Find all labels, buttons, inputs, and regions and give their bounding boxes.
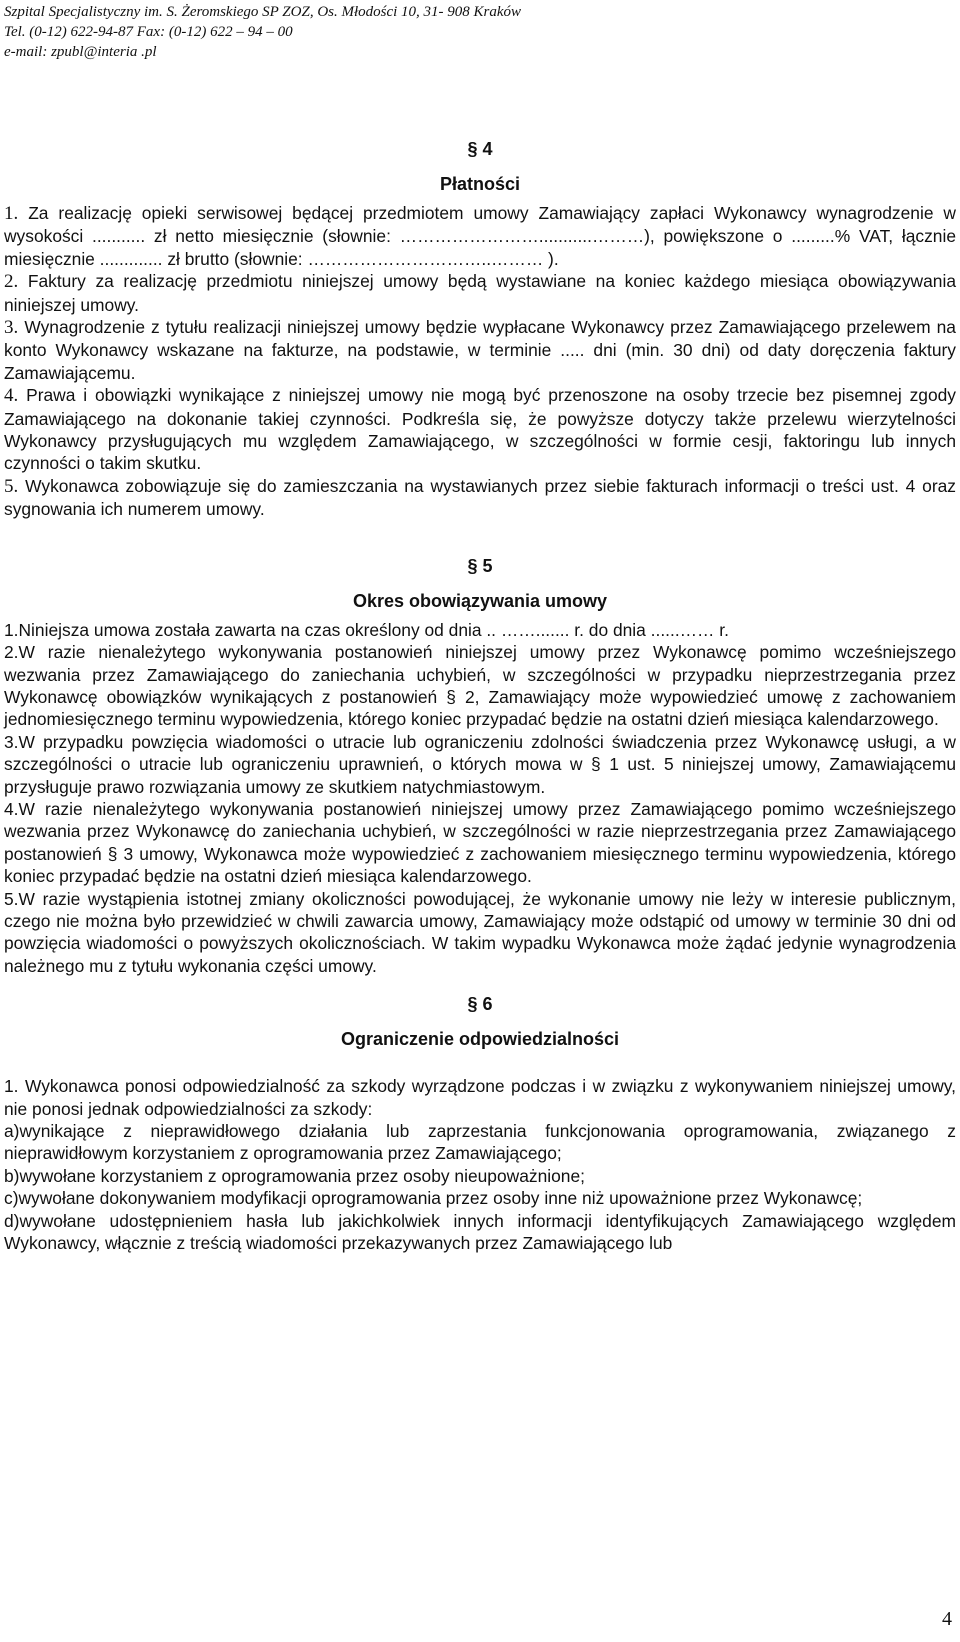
section-6-item-d: d)wywołane udostępnieniem hasła lub jakichkolwiek innych informacji identyfikujących Zamawiającego względem Wykonawcy, włącznie z treścią wiadomości przekazywanych przez Zamawiającego lub [4, 1210, 956, 1254]
section-4-paragraph-1 [4, 202, 956, 270]
letterhead [4, 2, 521, 62]
section-4-paragraph-3 [4, 316, 956, 384]
spacer [4, 1057, 956, 1075]
letterhead-email: e-mail: zpubl@interia .pl [4, 44, 157, 60]
section-5-paragraph-2: 2.W razie nienależytego wykonywania postanowień niniejszej umowy przez Wykonawcę pomimo wcześniejszego wezwania przez Zamawiającego do zaniechania uchybień, w szczególności w przypadku nieprzestrzegania przez Wykonawcę obowiązków wynikających z postanowień § 2, Zamawiający może wypowiedzieć umowę z zachowaniem jednomiesięcznego terminu wypowiedzenia, którego koniec przypadać będzie na ostatni dzień miesiąca kalendarzowego. [4, 642, 956, 730]
section-4-title: Płatności [439, 174, 521, 194]
section-6-paragraph-1: 1. Wykonawca ponosi odpowiedzialność za szkody wyrządzone podczas i w związku z wykonywaniem niniejszej umowy, nie ponosi jednak odpowiedzialności za szkody: [4, 1076, 956, 1119]
letterhead-phone: Tel. (0-12) 622-94-87 Fax: (0-12) 622 – 94 – 00 [4, 24, 293, 40]
page-number: 4 [942, 1608, 952, 1630]
section-6-title: Ograniczenie odpowiedzialności [340, 1029, 620, 1050]
section-4-paragraph-5 [4, 475, 956, 521]
paragraph-text: Wykonawca zobowiązuje się do zamieszczania na wystawianych przez siebie fakturach informacji o treści ust. 4 oraz sygnowania ich numerem umowy. [4, 475, 957, 520]
section-5-paragraph-5: 5.W razie wystąpienia istotnej zmiany okoliczności powodującej, że wykonanie umowy nie leży w interesie publicznym, czego nie można było przewidzieć w chwili zawarcia umowy, Zamawiający może odstąpić od umowy w terminie 30 dni od powzięcia wiadomości o powyższych okolicznościach. W takim wypadku Wykonawca może żądać jedynie wynagrodzenia należnego mu z tytułu wykonania części umowy. [4, 888, 956, 976]
section-5-title: Okres obowiązywania umowy [352, 590, 608, 611]
paragraph-text: Wynagrodzenie z tytułu realizacji niniejszej umowy będzie wypłacane Wykonawcy przez Zamawiającego przelewem na konto Wykonawcy wskazane na fakturze, na podstawie, w terminie ..... dni (min. 30 dni) od daty doręczenia faktury Zamawiającemu. [4, 317, 956, 383]
paragraph-number: 1. [4, 203, 19, 224]
paragraph-number: 2. [4, 271, 19, 293]
section-5-number: § 5 [467, 555, 493, 576]
section-5-paragraph-1: 1.Niniejsza umowa została zawarta na czas określony od dnia .. ……....... r. do dnia ......…… r. [4, 619, 729, 640]
spacer [4, 521, 956, 549]
section-6-item-b: b)wywołane korzystaniem z oprogramowania przez osoby nieupoważnione; [4, 1165, 585, 1186]
section-6-item-c: c)wywołane dokonywaniem modyfikacji oprogramowania przez osoby inne niż upoważnione przez Wykonawcę; [4, 1188, 863, 1209]
spacer [4, 977, 956, 987]
paragraph-number: 3. [4, 317, 19, 339]
section-5-paragraph-4: 4.W razie nienależytego wykonywania postanowień niniejszej umowy przez Zamawiającego pomimo wcześniejszego wezwania przez Wykonawcę do zaniechania uchybień, w szczególności w razie nieprzestrzegania przez Zamawiającego postanowień § 3 umowy, Wykonawca może wypowiedzieć z zachowaniem miesięcznego terminu wypowiedzenia, którego koniec przypadać będzie na ostatni dzień miesiąca kalendarzowego. [4, 798, 956, 887]
section-6-number: § 6 [467, 994, 493, 1015]
section-4-number: § 4 [467, 139, 493, 159]
section-4-paragraph-4 [4, 384, 956, 475]
paragraph-number: 4. [4, 385, 19, 407]
section-6-item-a: a)wynikające z nieprawidłowego działania lub zaprzestania funkcjonowania oprogramowania, związanego z nieprawidłowym korzystaniem z oprogramowania przez Zamawiającego; [4, 1121, 956, 1164]
paragraph-number: 5. [4, 475, 19, 497]
section-5-paragraph-3: 3.W przypadku powzięcia wiadomości o utracie lub ograniczeniu zdolności świadczenia przez Wykonawcę usługi, a w szczególności o utracie lub ograniczeniu uprawnień, o których mowa w § 1 ust. 5 niniejszej umowy, Zamawiającemu przysługuje prawo rozwiązania umowy ze skutkiem natychmiastowym. [4, 731, 956, 797]
section-4-paragraph-2 [4, 270, 956, 316]
paragraph-text: Prawa i obowiązki wynikające z niniejszej umowy nie mogą być przenoszone na osoby trzecie bez pisemnej zgody Zamawiającego na dokonanie takiej czynności. Podkreśla się, że powyższe dotyczy także przelewu wierzytelności Wykonawcy przysługujących mu względem Zamawiającego, w szczególności w formie cesji, faktoringu lub innych czynności o takim skutku. [4, 385, 956, 474]
paragraph-text: Za realizację opieki serwisowej będącej przedmiotem umowy Zamawiający zapłaci Wykonawcy wynagrodzenie w wysokości ........... zł netto miesięcznie (słownie: ……………………...........………), powiększone o .........% VAT, łącznie miesięcznie ............. zł brutto (słownie: …………………………..……… ). [4, 203, 956, 269]
letterhead-address: Szpital Specjalistyczny im. S. Żeromskiego SP ZOZ, Os. Młodości 10, 31- 908 Kraków [4, 4, 522, 20]
paragraph-text: Faktury za realizację przedmiotu niniejszej umowy będą wystawiane na koniec każdego miesiąca obowiązywania niniejszej umowy. [4, 271, 956, 315]
document-body [4, 132, 956, 1254]
